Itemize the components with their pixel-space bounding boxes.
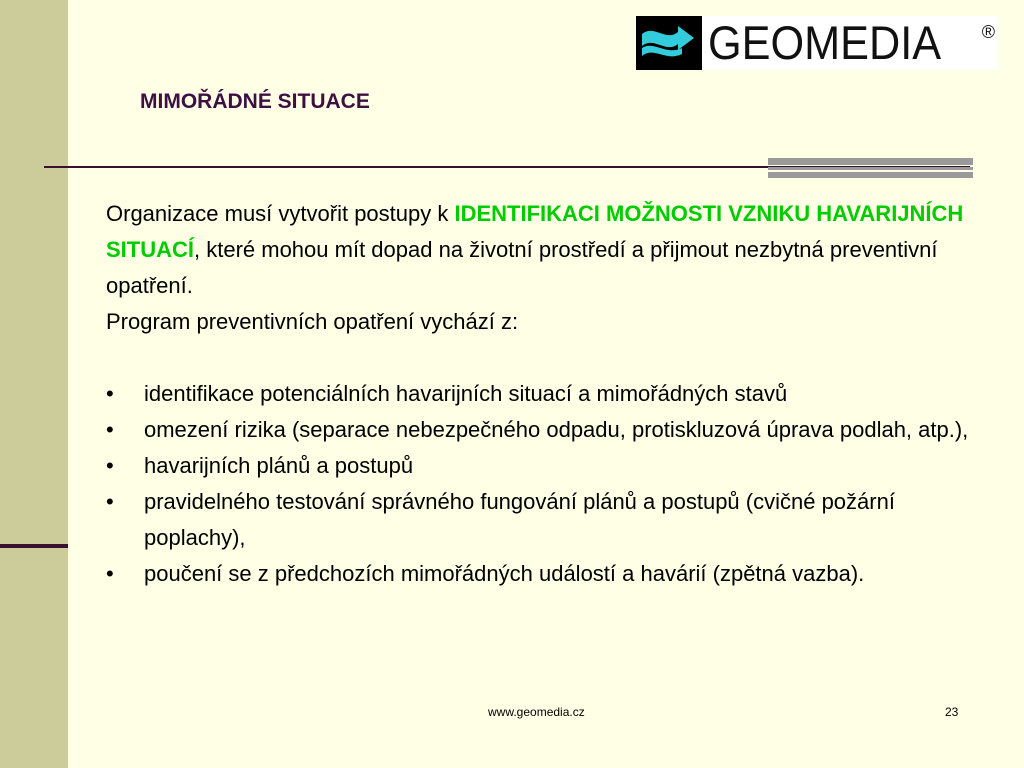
list-item xyxy=(106,448,986,484)
slide-body xyxy=(106,196,986,592)
registered-mark: ® xyxy=(981,22,995,42)
grey-stripe-decoration xyxy=(768,158,973,178)
list-item-text: poučení se z předchozích mimořádných událostí a havárií (zpětná vazba). xyxy=(144,561,865,586)
geomedia-logo xyxy=(636,16,998,70)
list-item xyxy=(106,376,986,412)
bullet-icon: • xyxy=(106,561,114,586)
logo-wordmark: GEOMEDIA xyxy=(708,16,942,69)
intro-text-end: , které mohou mít dopad na životní prostředí a přijmout nezbytná preventivní opatření. xyxy=(106,237,938,298)
measures-list xyxy=(106,376,986,592)
intro-paragraph xyxy=(106,196,986,304)
list-item-text: pravidelného testování správného fungování plánů a postupů (cvičné požární poplachy), xyxy=(144,489,895,550)
bullet-icon: • xyxy=(106,453,114,478)
intro-text-start: Organizace musí vytvořit postupy k xyxy=(106,201,455,226)
bullet-icon: • xyxy=(106,381,114,406)
page-title: MIMOŘÁDNÉ SITUACE xyxy=(140,90,370,113)
list-item xyxy=(106,484,986,556)
side-accent-line xyxy=(0,544,68,548)
footer-website: www.geomedia.cz xyxy=(488,705,585,719)
list-item-text: havarijních plánů a postupů xyxy=(144,453,414,478)
list-item-text: identifikace potenciálních havarijních situací a mimořádných stavů xyxy=(144,381,788,406)
bullet-icon: • xyxy=(106,489,114,514)
program-heading: Program preventivních opatření vychází z: xyxy=(106,309,519,334)
list-item xyxy=(106,412,986,448)
bullet-icon: • xyxy=(106,417,114,442)
page-number: 23 xyxy=(945,705,959,719)
list-item xyxy=(106,556,986,592)
wave-arrow-icon xyxy=(636,16,702,70)
side-decoration-bar xyxy=(0,0,68,768)
highlighted-requirement: IDENTIFIKACI MOŽNOSTI VZNIKU HAVARIJNÍCH SITUACÍ xyxy=(106,201,964,262)
list-item-text: omezení rizika (separace nebezpečného odpadu, protiskluzová úprava podlah, atp.), xyxy=(144,417,969,442)
